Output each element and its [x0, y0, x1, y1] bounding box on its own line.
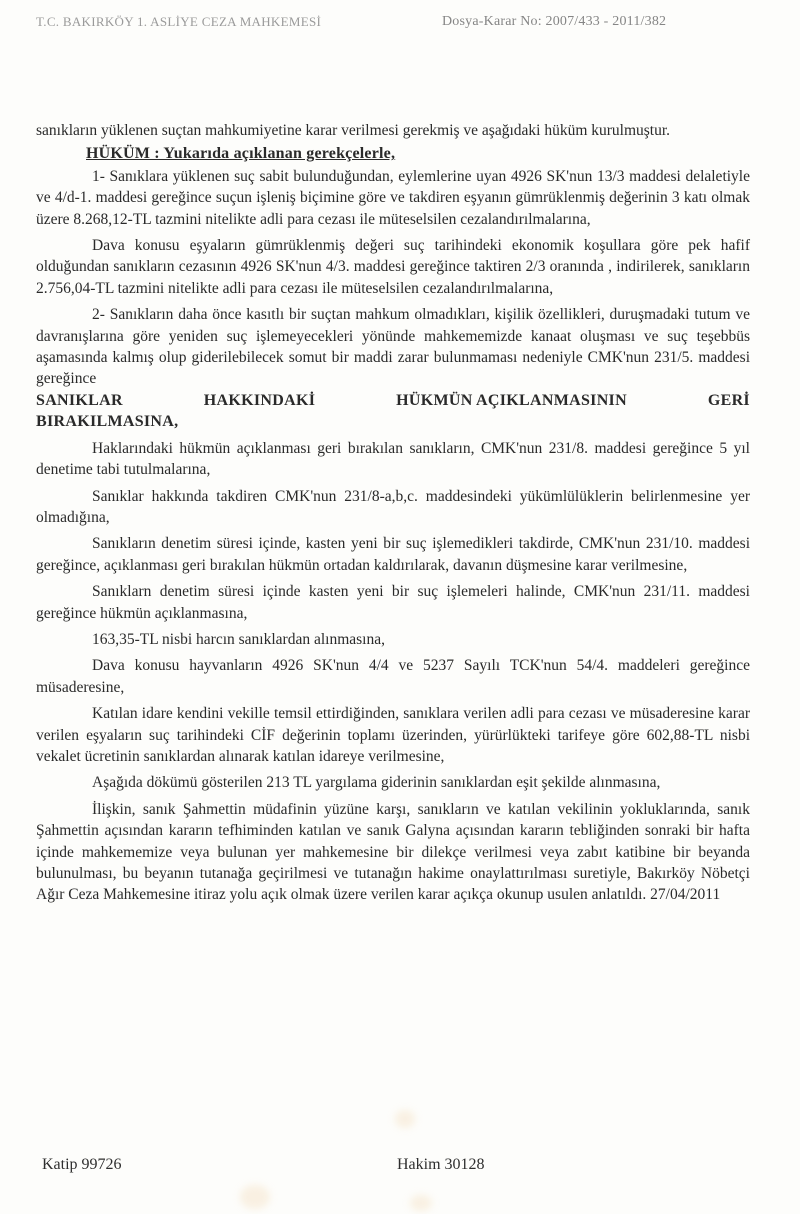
judge-signature: Hakim 30128 — [397, 1156, 485, 1173]
paragraph-deferral-reason: 2- Sanıkların daha önce kasıtlı bir suçtan mahkum olmadıkları, kişilik özellikleri, duruşmadaki tutum ve davranışlarına göre yeniden suç işlemeyecekleri yönünde mahkememizde kanaat oluşması ve suç teşebbüs aşamasında kalmış olup giderilebilecek somut bir maddi zarar bulunmaması nedeniyle CMK'nun 231/5. maddesi gereğince — [36, 306, 750, 388]
paragraph-attorney-fee: Katılan idare kendini vekille temsil ettirdiğinden, sanıklara verilen adli para cezası ve müsaderesine karar verilen eşyaların suç tarihindeki CİF değerinin toplamı üzerinden, yürürlükteki tarifeye göre 602,88-TL nisbi vekalet ücretinin sanıklardan alınarak katılan idareye verilmesine, — [36, 705, 750, 765]
paragraph-court-costs: Aşağıda dökümü gösterilen 213 TL yargılama giderinin sanıklardan eşit şekilde alınmasına, — [92, 774, 661, 792]
page-header — [36, 14, 776, 34]
deferral-word: GERİ — [707, 391, 750, 409]
intro-paragraph: sanıkların yüklenen suçtan mahkumiyetine karar verilmesi gerekmiş ve aşağıdaki hüküm kurulmuştur. — [36, 122, 671, 139]
deferral-title-line — [36, 390, 750, 411]
clerk-signature: Katip 99726 — [42, 1156, 122, 1173]
file-decision-number: Dosya-Karar No: 2007/433 - 2011/382 — [442, 14, 667, 29]
deferral-title-end: BIRAKILMASINA, — [36, 413, 179, 431]
paragraph-sentence-fine: 1- Sanıklara yüklenen suç sabit bulunduğundan, eylemlerine uyan 4926 SK'nun 13/3 maddesi delaletiyle ve 4/d-1. maddesi gereğince suçun işleniş biçimine göre ve takdiren eşyanın gümrüklenmiş değerinin 3 katı olmak üzere 8.268,12-TL tazmini nitelikte adli para cezası ile müteselsilen cezalandırılmalarına, — [36, 167, 750, 228]
paragraph-confiscation: Dava konusu hayvanların 4926 SK'nun 4/4 ve 5237 Sayılı TCK'nun 54/4. maddeleri gereğince müsaderesine, — [36, 657, 750, 696]
document-body — [36, 120, 750, 906]
paper-stain — [395, 1110, 415, 1128]
paragraph-fee: 163,35-TL nisbi harcın sanıklardan alınmasına, — [92, 630, 385, 648]
verdict-heading: HÜKÜM : Yukarıda açıklanan gerekçelerle, — [86, 145, 396, 163]
deferral-word: HAKKINDAKİ — [203, 391, 316, 409]
paragraph-reduction: Dava konusu eşyaların gümrüklenmiş değeri suç tarihindeki ekonomik koşullara göre pek hafif olduğundan sanıkların cezasının 4926 SK'nun 4/3. maddesi gereğince taktiren 2/3 oranında , indirilerek, sanıkların 2.756,04-TL tazmini nitelikte adli para cezası ile müteselsilen cezalandırılmalarına, — [36, 237, 750, 297]
paper-stain — [240, 1185, 270, 1209]
deferral-word: HÜKMÜN AÇIKLANMASININ — [396, 391, 627, 409]
paragraph-dismissal: Sanıkların denetim süresi içinde, kasten yeni bir suç işlemedikleri takdirde, CMK'nun 231/10. maddesi gereğince, açıklanması geri bırakılan hükmün ortadan kaldırılarak, davanın düşmesine karar verilmesine, — [36, 535, 750, 574]
paper-stain — [410, 1195, 432, 1211]
paragraph-obligations: Sanıklar hakkında takdiren CMK'nun 231/8-a,b,c. maddesindeki yükümlülüklerin belirlenmesine yer olmadığına, — [36, 487, 750, 526]
paragraph-appeal: İlişkin, sanık Şahmettin müdafinin yüzüne karşı, sanıkların ve katılan vekilinin yokluklarında, sanık Şahmettin açısından kararın tefhiminden katılan ve sanık Galyna açısından kararın tebliğinden sonraki bir hafta içinde mahkememize veya bulunan yer mahkemesine bir dilekçe verilmesi veya zabıt katibine bir beyanda bulunulması, bu beyanın tutanağa geçirilmesi ve tutanağın hakime onaylattırılması suretiyle, Bakırköy Nöbetçi Ağır Ceza Mahkemesine itiraz yolu açık olmak üzere verilen karar açıkça okunup usulen anlatıldı. 27/04/2011 — [36, 800, 750, 904]
paragraph-probation: Haklarındaki hükmün açıklanması geri bırakılan sanıkların, CMK'nun 231/8. maddesi gereğince 5 yıl denetime tabi tutulmalarına, — [36, 439, 750, 479]
deferral-word: SANIKLAR — [36, 391, 123, 409]
court-name: T.C. BAKIRKÖY 1. ASLİYE CEZA MAHKEMESİ — [36, 14, 322, 29]
paragraph-announcement: Sanıklarn denetim süresi içinde kasten yeni bir suç işlemeleri halinde, CMK'nun 231/11. maddesi gereğince hükmün açıklanmasına, — [36, 583, 750, 622]
